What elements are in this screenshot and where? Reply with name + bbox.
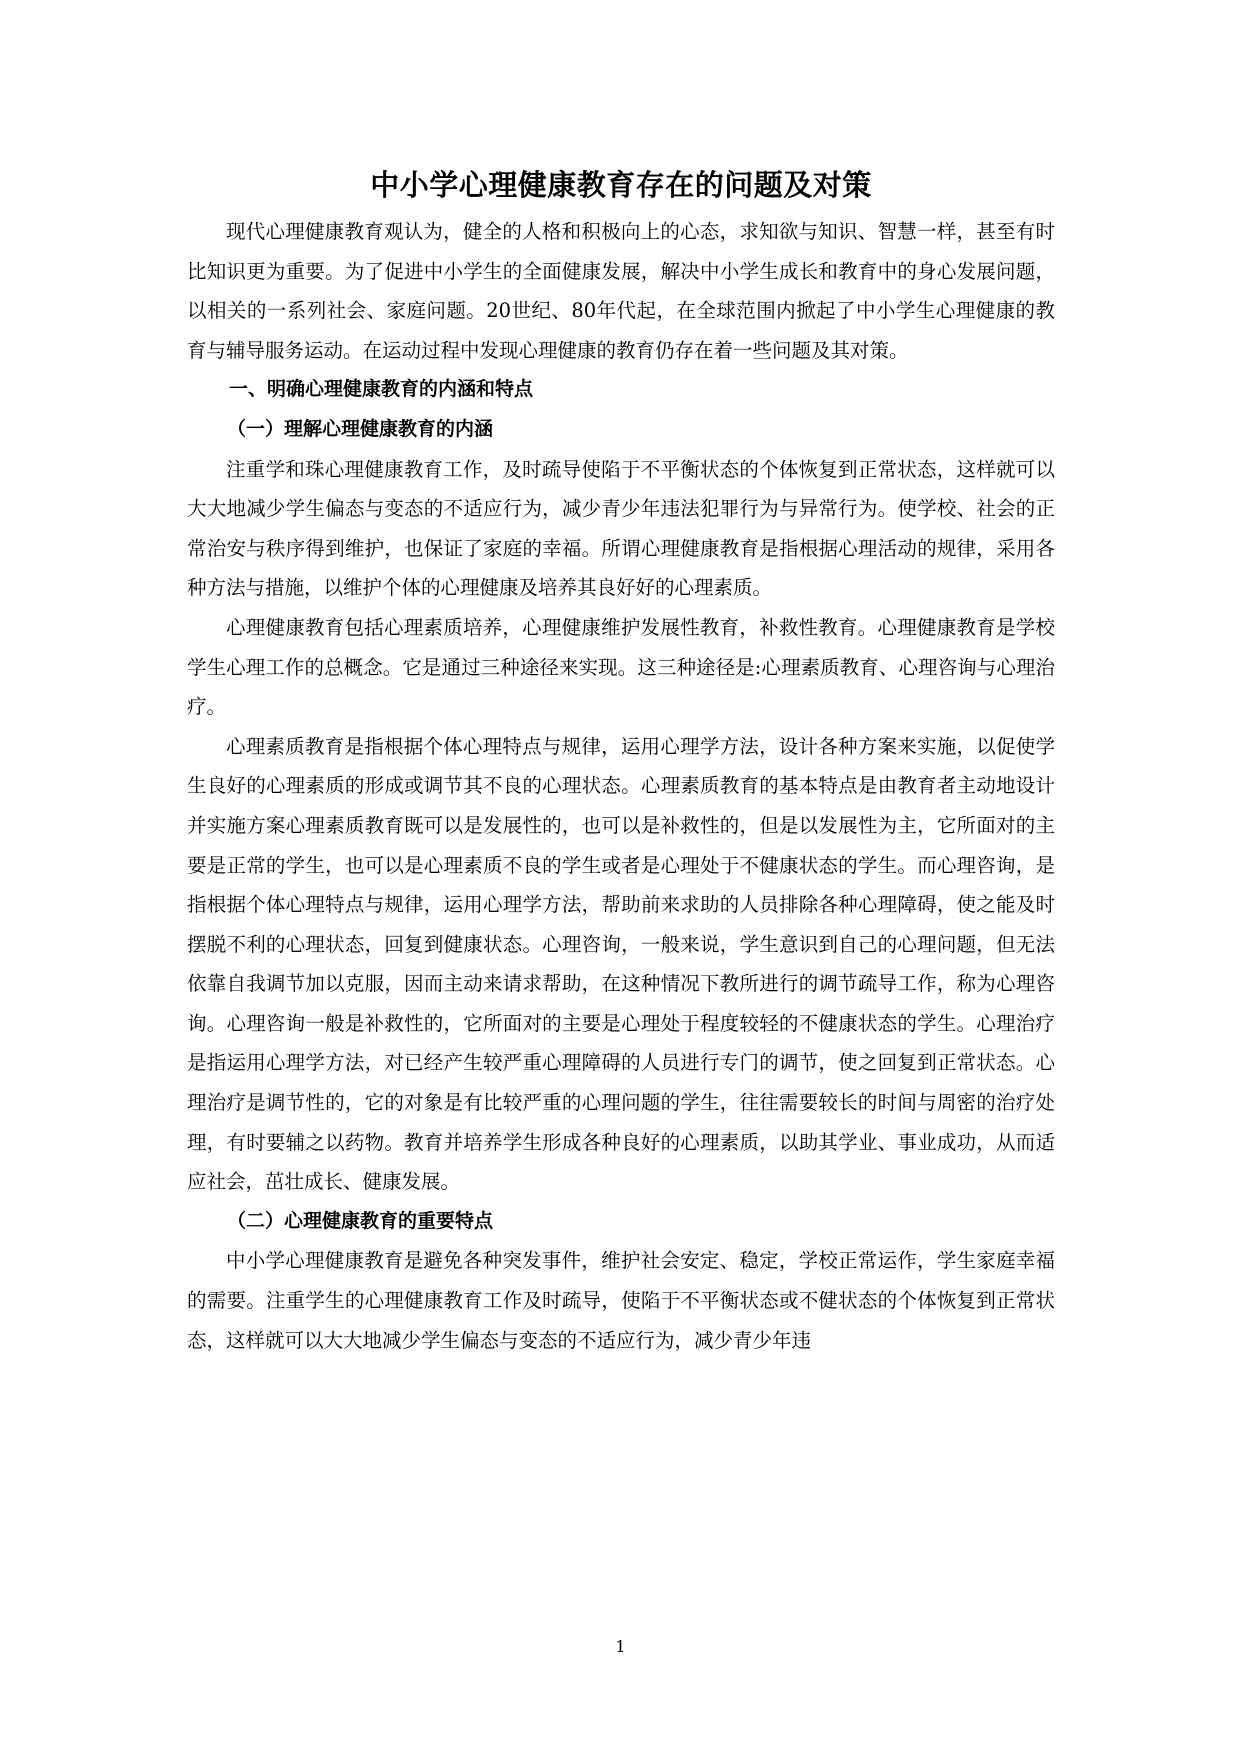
body-paragraph: 中小学心理健康教育是避免各种突发事件，维护社会安定、稳定，学校正常运作，学生家庭幸福的需要。注重学生的心理健康教育工作及时疏导，使陷于不平衡状态或不健状态的个体恢复到正常状态，这样就可以大大地减少学生偏态与变态的不适应行为，减少青少年违 bbox=[187, 1249, 1055, 1352]
page-number: 1 bbox=[615, 1637, 626, 1656]
document-body bbox=[187, 160, 1055, 1360]
body-paragraph: 心理健康教育包括心理素质培养，心理健康维护发展性教育，补救性教育。心理健康教育是学校学生心理工作的总概念。它是通过三种途径来实现。这三种途径是:心理素质教育、心理咨询与心理治疗。 bbox=[187, 615, 1055, 719]
subsection-heading-1-1: （一）理解心理健康教育的内涵 bbox=[227, 417, 494, 440]
body-paragraph: 心理素质教育是指根据个体心理特点与规律，运用心理学方法，设计各种方案来实施，以促使学生良好的心理素质的形成或调节其不良的心理状态。心理素质教育的基本特点是由教育者主动地设计并实施方案心理素质教育既可以是发展性的，也可以是补救性的，但是以发展性为主，它所面对的主要是正常的学生，也可以是心理素质不良的学生或者是心理处于不健康状态的学生。而心理咨询，是指根据个体心理特点与规律，运用心理学方法，帮助前来求助的人员排除各种心理障碍，使之能及时摆脱不利的心理状态，回复到健康状态。心理咨询，一般来说，学生意识到自己的心理问题，但无法依靠自我调节加以克服，因而主动来请求帮助，在这种情况下教所进行的调节疏导工作，称为心理咨询。心理咨询一般是补救性的，它所面对的主要是心理处于程度较轻的不健康状态的学生。心理治疗是指运用心理学方法，对已经产生较严重心理障碍的人员进行专门的调节，使之回复到正常状态。心理治疗是调节性的，它的对象是有比较严重的心理问题的学生，往往需要较长的时间与周密的治疗处理，有时要辅之以药物。教育并培养学生形成各种良好的心理素质，以助其学业、事业成功，从而适应社会，茁壮成长、健康发展。 bbox=[187, 734, 1055, 1194]
document-title: 中小学心理健康教育存在的问题及对策 bbox=[370, 168, 872, 202]
intro-paragraph: 现代心理健康教育观认为，健全的人格和积极向上的心态，求知欲与知识、智慧一样，甚至有时比知识更为重要。为了促进中小学生的全面健康发展，解决中小学生成长和教育中的身心发展问题，以相关的一系列社会、家庭问题。20世纪、80年代起，在全球范围内掀起了中小学生心理健康的教育与辅导服务运动。在运动过程中发现心理健康的教育仍存在着一些问题及其对策。 bbox=[187, 220, 1055, 362]
section-heading-1: 一、明确心理健康教育的内涵和特点 bbox=[229, 378, 534, 401]
body-paragraph: 注重学和珠心理健康教育工作，及时疏导使陷于不平衡状态的个体恢复到正常状态，这样就可以大大地减少学生偏态与变态的不适应行为，减少青少年违法犯罪行为与异常行为。使学校、社会的正常治安与秩序得到维护，也保证了家庭的幸福。所谓心理健康教育是指根据心理活动的规律，采用各种方法与措施，以维护个体的心理健康及培养其良好好的心理素质。 bbox=[187, 457, 1055, 600]
subsection-heading-1-2: （二）心理健康教育的重要特点 bbox=[227, 1209, 494, 1232]
